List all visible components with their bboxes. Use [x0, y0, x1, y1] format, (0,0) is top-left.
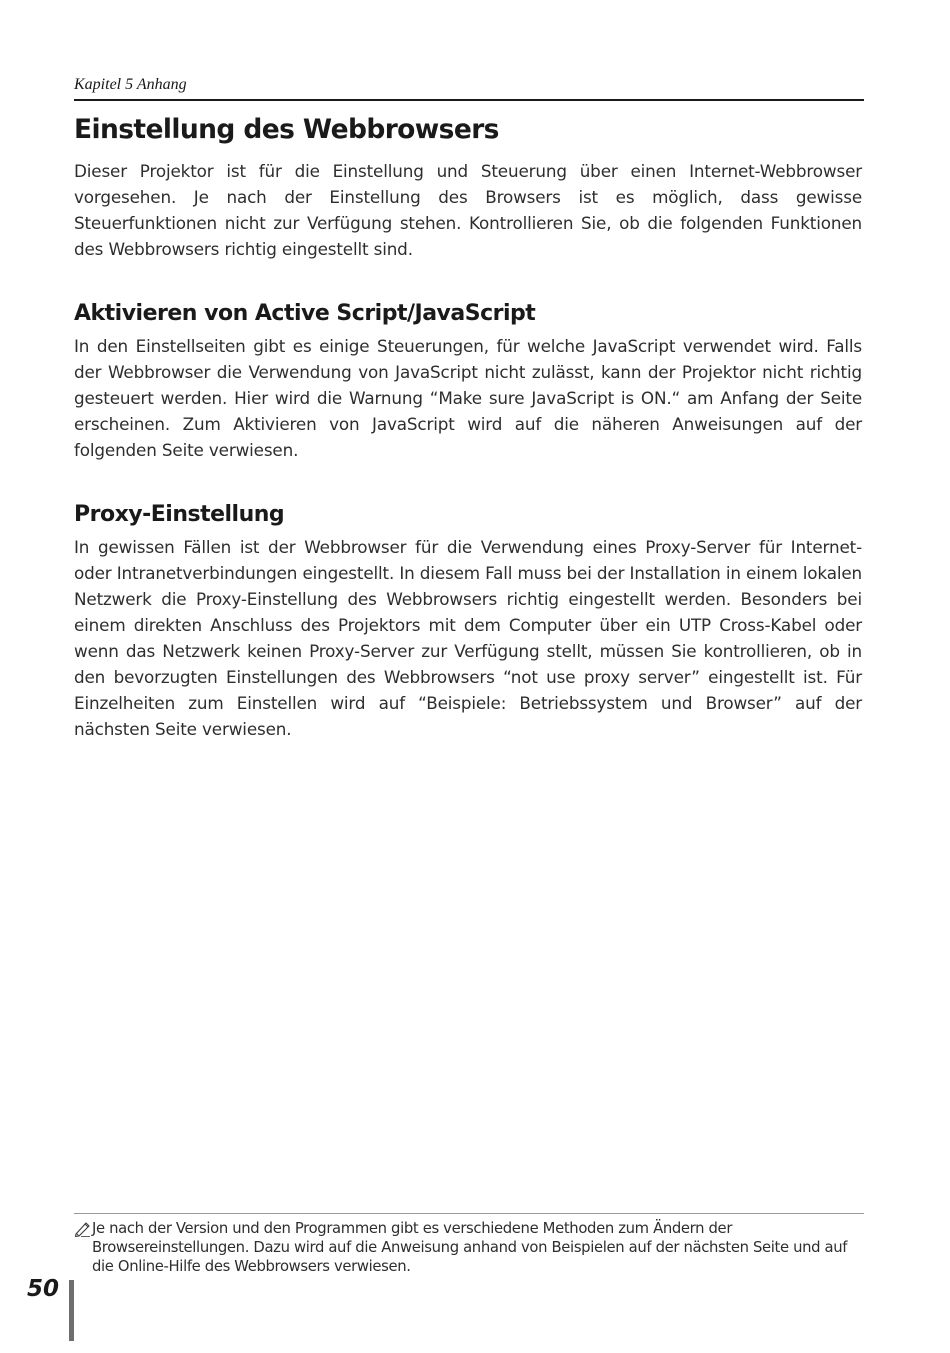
section-body-proxy: In gewissen Fällen ist der Webbrowser für die Verwendung eines Proxy-Server für Internet- oder Intranetverbindungen eingestellt. In diesem Fall muss bei der Installation in einem lokalen Netzwerk die Proxy-Einstellung des Webbrowsers richtig eingestellt werden. Besonders bei einem direkten Anschluss des Projektors mit dem Computer über ein UTP Cross-Kabel oder wenn das Netzwerk keinen Proxy-Server zur Verfügung stellt, müssen Sie kontrollieren, ob in den bevorzugten Einstellungen des Webbrowsers “not use proxy server” eingestellt ist. Für Einzelheiten zum Einstellen wird auf “Beispiele: Betriebssystem und Browser” auf der nächsten Seite verwiesen.	[74, 537, 862, 739]
page-content	[74, 110, 862, 742]
intro-paragraph: Dieser Projektor ist für die Einstellung und Steuerung über einen Internet-Webbrowser vorgesehen. Je nach der Einstellung des Browsers ist es möglich, dass gewisse Steuerfunktionen nicht zur Verfügung stehen. Kontrollieren Sie, ob die folgenden Funktionen des Webbrowsers richtig eingestellt sind.	[74, 161, 862, 259]
note-rule	[74, 1213, 864, 1214]
section-body-javascript: In den Einstellseiten gibt es einige Steuerungen, für welche JavaScript verwendet wird. Falls der Webbrowser die Verwendung von JavaScript nicht zulässt, kann der Projektor nicht richtig gesteuert werden. Hier wird die Warnung “Make sure JavaScript is ON.“ am Anfang der Seite erscheinen. Zum Aktivieren von JavaScript wird auf die näheren Anweisungen auf der folgenden Seite verwiesen.	[74, 336, 862, 460]
page-number-bar	[69, 1280, 74, 1341]
footnote	[74, 1219, 864, 1276]
section-heading-proxy: Proxy-Einstellung	[74, 502, 285, 527]
running-head: Kapitel 5 Anhang	[74, 76, 187, 93]
section-heading-javascript: Aktivieren von Active Script/JavaScript	[74, 301, 536, 326]
page-number: 50	[27, 1276, 60, 1302]
header-rule	[74, 99, 864, 101]
footnote-text: Je nach der Version und den Programmen gibt es verschiedene Methoden zum Ändern der Browsereinstellungen. Dazu wird auf die Anweisung anhand von Beispielen auf der nächsten Seite und auf die Online-Hilfe des Webbrowsers verwiesen.	[92, 1220, 848, 1275]
pencil-note-icon	[74, 1219, 92, 1238]
page-title: Einstellung des Webbrowsers	[74, 114, 499, 145]
